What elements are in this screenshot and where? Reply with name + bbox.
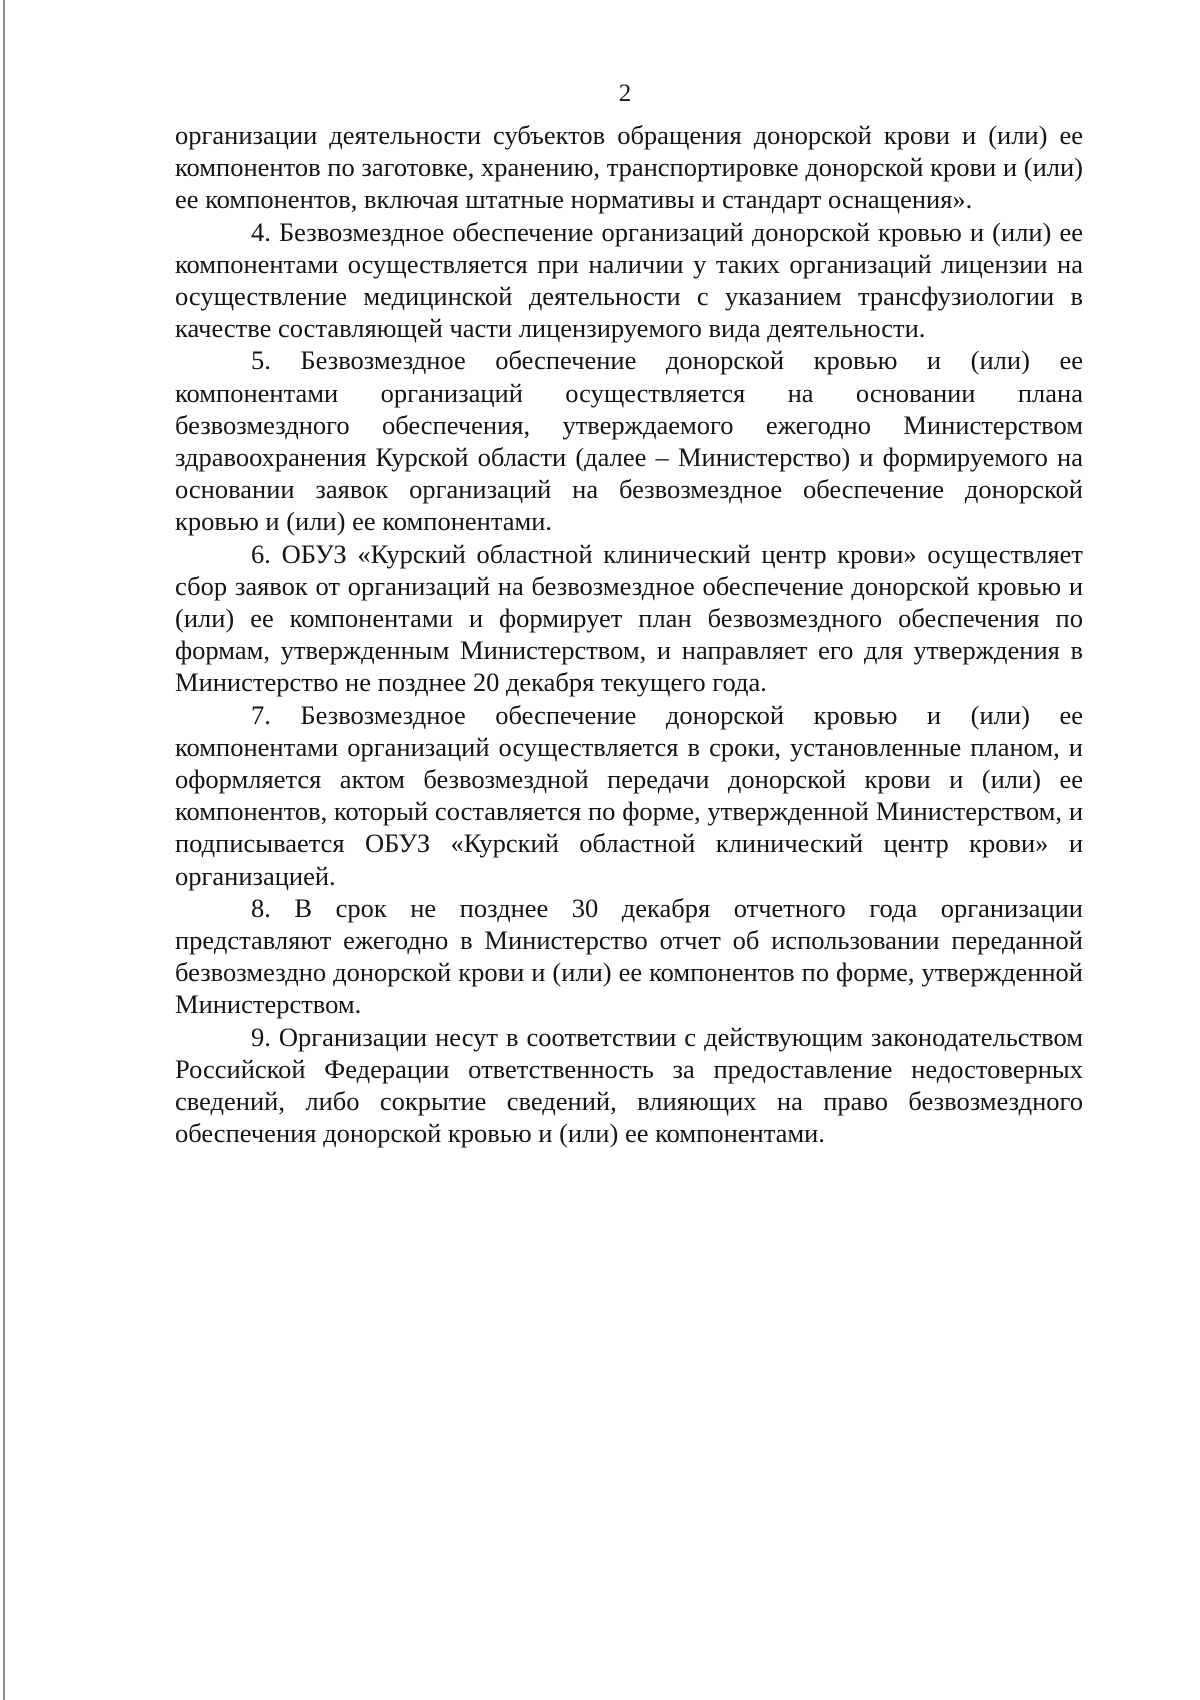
- paragraph-item-4: 4. Безвозмездное обеспечение организаций донорской кровью и (или) ее компонентами осуществляется при наличии у таких организаций лицензии на осуществление медицинской деятельности с указанием трансфузиологии в качестве составляющей части лицензируемого вида деятельности.: [175, 216, 1083, 344]
- document-body: [175, 119, 1083, 1150]
- scan-edge: [3, 0, 5, 1700]
- paragraph-item-9: 9. Организации несут в соответствии с действующим законодательством Российской Федерации ответственность за предоставление недостоверных сведений, либо сокрытие сведений, влияющих на право безвозмездного обеспечения донорской кровью и (или) ее компонентами.: [175, 1021, 1083, 1149]
- paragraph-item-8: 8. В срок не позднее 30 декабря отчетного года организации представляют ежегодно в Министерство отчет об использовании переданной безвозмездно донорской крови и (или) ее компонентов по форме, утвержденной Министерством.: [175, 892, 1083, 1020]
- paragraph-item-7: 7. Безвозмездное обеспечение донорской кровью и (или) ее компонентами организаций осуществляется в сроки, установленные планом, и оформляется актом безвозмездной передачи донорской крови и (или) ее компонентов, который составляется по форме, утвержденной Министерством, и подписывается ОБУЗ «Курский областной клинический центр крови» и организацией.: [175, 699, 1083, 891]
- paragraph-item-5: 5. Безвозмездное обеспечение донорской кровью и (или) ее компонентами организаций осуществляется на основании плана безвозмездного обеспечения, утверждаемого ежегодно Министерством здравоохранения Курской области (далее – Министерство) и формируемого на основании заявок организаций на безвозмездное обеспечение донорской кровью и (или) ее компонентами.: [175, 345, 1083, 537]
- paragraph-item-6: 6. ОБУЗ «Курский областной клинический центр крови» осуществляет сбор заявок от организаций на безвозмездное обеспечение донорской кровью и (или) ее компонентами и формирует план безвозмездного обеспечения по формам, утвержденным Министерством, и направляет его для утверждения в Министерство не позднее 20 декабря текущего года.: [175, 538, 1083, 698]
- paragraph-continuation: организации деятельности субъектов обращения донорской крови и (или) ее компонентов по заготовке, хранению, транспортировке донорской крови и (или) ее компонентов, включая штатные нормативы и стандарт оснащения».: [175, 120, 1083, 215]
- page-number: 2: [618, 80, 632, 107]
